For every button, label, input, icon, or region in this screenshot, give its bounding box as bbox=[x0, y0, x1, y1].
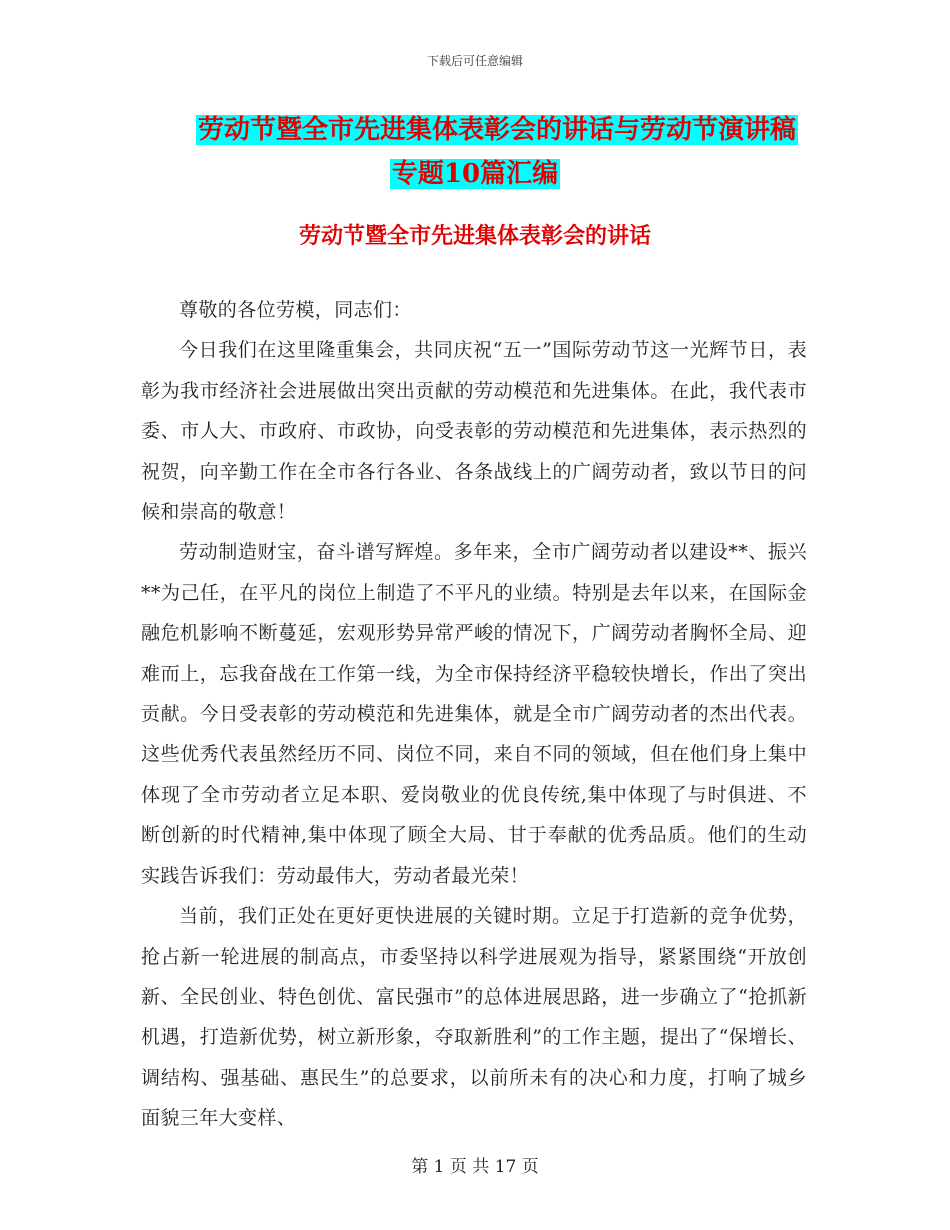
paragraph-2: 劳动制造财宝，奋斗谱写辉煌。多年来，全市广阔劳动者以建设**、振兴**为己任，在平凡的岗位上制造了不平凡的业绩。特别是去年以来，在国际金融危机影响不断蔓延，宏观形势异常严峻的情况下，广阔劳动者胸怀全局、迎难而上，忘我奋战在工作第一线，为全市保持经济平稳较快增长，作出了突出贡献。今日受表彰的劳动模范和先进集体，就是全市广阔劳动者的杰出代表。这些优秀代表虽然经历不同、岗位不同，来自不同的领域，但在他们身上集中体现了全市劳动者立足本职、爱岗敬业的优良传统,集中体现了与时俱进、不断创新的时代精神,集中体现了顾全大局、甘于奉献的优秀品质。他们的生动实践告诉我们：劳动最伟大，劳动者最光荣！ bbox=[141, 541, 807, 887]
page-number-footer: 第 1 页 共 17 页 bbox=[411, 1157, 539, 1177]
section-title: 劳动节暨全市先进集体表彰会的讲话 bbox=[298, 223, 651, 249]
document-title-line-1 bbox=[22, 108, 950, 152]
paragraph-3: 当前，我们正处在更好更快进展的关键时期。立足于打造新的竞争优势，抢占新一轮进展的制高点，市委坚持以科学进展观为指导，紧紧围绕“开放创新、全民创业、特色创优、富民强市”的总体进展思路，进一步确立了“抢抓新机遇，打造新优势，树立新形象，夺取新胜利”的工作主题，提出了“保增长、调结构、强基础、惠民生”的总要求，以前所未有的决心和力度，打响了城乡面貌三年大变样、 bbox=[141, 905, 807, 1130]
document-body bbox=[141, 290, 807, 1139]
paragraph-salutation: 尊敬的各位劳模，同志们： bbox=[179, 299, 412, 321]
title-highlight-2: 专题10篇汇编 bbox=[391, 159, 559, 189]
title-highlight-1: 劳动节暨全市先进集体表彰会的讲话与劳动节演讲稿 bbox=[197, 115, 796, 145]
paragraph-1: 今日我们在这里隆重集会，共同庆祝“五一”国际劳动节这一光辉节日，表彰为我市经济社会进展做出突出贡献的劳动模范和先进集体。在此，我代表市委、市人大、市政府、市政协，向受表彰的劳动模范和先进集体，表示热烈的祝贺，向辛勤工作在全市各行各业、各条战线上的广阔劳动者，致以节日的问候和崇高的敬意！ bbox=[141, 339, 807, 524]
document-title-line-2 bbox=[0, 152, 950, 196]
page-header-note: 下载后可任意编辑 bbox=[426, 54, 523, 68]
